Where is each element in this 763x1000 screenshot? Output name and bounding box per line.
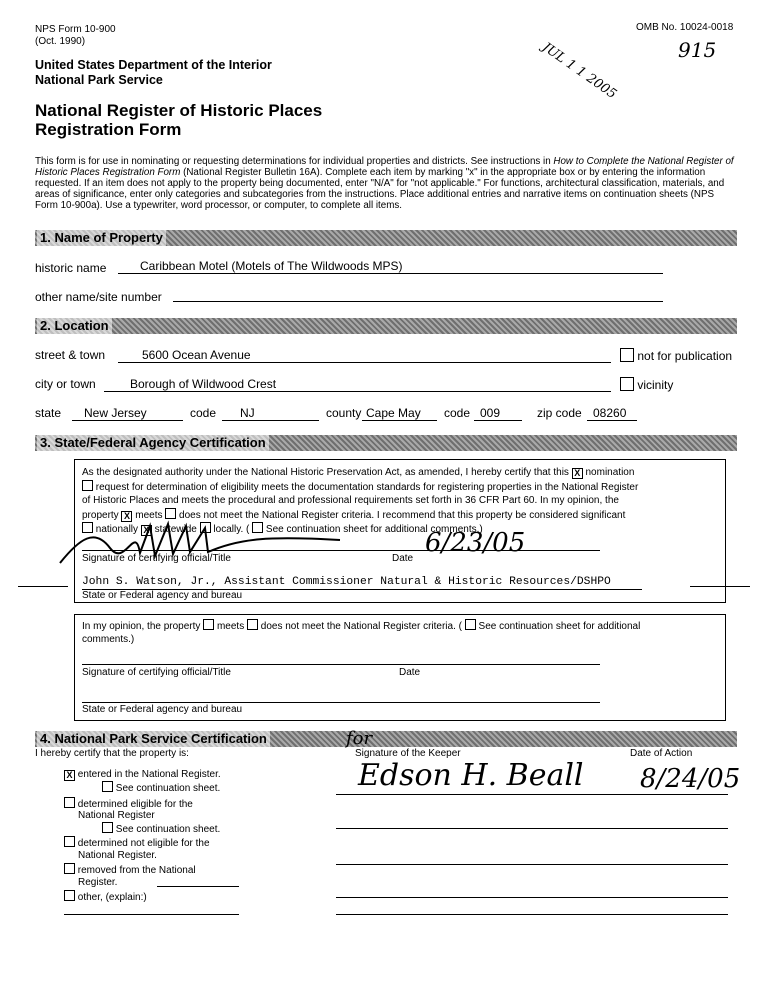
agency: National Park Service (35, 73, 163, 87)
date2-label: Date (399, 667, 421, 678)
keeper-line-3 (336, 864, 728, 865)
department: United States Department of the Interior (35, 58, 272, 72)
for-mark: for (346, 728, 373, 749)
agency2-label: State or Federal agency and bureau (82, 704, 243, 715)
state-label: state (35, 406, 62, 420)
signature-label: Signature of certifying official/Title (82, 553, 231, 564)
county-label: county (326, 406, 362, 420)
street-field[interactable]: 5600 Ocean Avenue (142, 348, 251, 362)
city-label: city or town (35, 377, 96, 391)
handwritten-number: 915 (678, 38, 717, 62)
historic-name-line (118, 273, 663, 274)
action-date: 8/24/05 (640, 764, 741, 794)
nps-options: X entered in the National Register. See continuation sheet. determined eligible for the National Register See continuation sheet. determined not eligible for the National Register. removed from the National Register. other, (explain:) (64, 769, 221, 904)
city-field[interactable]: Borough of Wildwood Crest (130, 377, 277, 391)
request-checkbox[interactable] (82, 480, 93, 491)
eligible-see-checkbox[interactable] (102, 822, 113, 833)
received-stamp: JUL 1 1 2005 (539, 40, 620, 103)
form-date: (Oct. 1990) (35, 36, 86, 47)
section3-bar (35, 435, 737, 451)
county-code-line (474, 420, 522, 421)
page-subtitle: Registration Form (35, 120, 182, 139)
certification-text: As the designated authority under the National Historic Preservation Act, as amended, I hereby certify that this X nomination request for determination of eligibility meets the documentation standards for registering properties in the National Register of Historic Places and meets the procedural and professional requirements set forth in 36 CFR Part 60. In my opinion, the property X meets does not meet the National Register criteria. I recommend that this property be considered significant nationally X statewide locally. ( See continuation sheet for additional comments.) (82, 467, 639, 535)
historic-name-field[interactable]: Caribbean Motel (Motels of The Wildwoods MPS) (140, 259, 403, 273)
state-field[interactable]: New Jersey (84, 406, 147, 420)
removed-checkbox[interactable] (64, 863, 75, 874)
county-code-label: code (444, 406, 471, 420)
opinion-text: In my opinion, the property meets does not meet the National Register criteria. ( See continuation sheet for additional comments.) (82, 621, 641, 645)
section4-bar (35, 731, 737, 747)
vicinity[interactable]: vicinity (620, 377, 673, 392)
zip-field[interactable]: 08260 (593, 406, 627, 420)
code-line (222, 420, 319, 421)
left-rule (18, 586, 68, 587)
official-name: John S. Watson, Jr., Assistant Commissioner Natural & Historic Resources/DSHPO (82, 576, 611, 588)
entered-see-checkbox[interactable] (102, 781, 113, 792)
meets-checkbox[interactable]: X (121, 511, 132, 522)
zip-line (587, 420, 637, 421)
keeper-line-5 (336, 914, 728, 915)
does-not-meet-checkbox[interactable] (165, 508, 176, 519)
not-eligible-checkbox[interactable] (64, 836, 75, 847)
right-rule (690, 586, 750, 587)
street-label: street & town (35, 348, 106, 362)
section1-bar (35, 230, 737, 246)
keeper-line-1 (336, 794, 728, 795)
intro-paragraph: This form is for use in nominating or requesting determinations for individual properties and districts. See instructions in How to Complete the National Register of Historic Places Registration Form (National Register Bulletin 16A). Complete each item by marking "x" in the appropriate box or by entering the information requested. If an item does not apply to the property being documented, enter "N/A" for "not applicable." For functions, architectural classification, materials, and areas of significance, enter only categories and subcategories from the instructions. Place additional entries and narrative items on continuation sheets (NPS Form 10-900a). Use a typewriter, word processor, or computer, to complete all items. (35, 156, 734, 211)
county-line (362, 420, 437, 421)
section1-heading: 1. Name of Property (37, 230, 166, 246)
section2-bar (35, 318, 737, 334)
opinion-see-continuation-checkbox[interactable] (465, 619, 476, 630)
date-value: 6/23/05 (425, 528, 526, 558)
vicinity-checkbox[interactable] (620, 377, 634, 391)
not-for-publication-checkbox[interactable] (620, 348, 634, 362)
opinion-does-not-meet-checkbox[interactable] (247, 619, 258, 630)
action-date-label: Date of Action (630, 748, 693, 759)
historic-name-label: historic name (35, 261, 107, 275)
section4-heading: 4. National Park Service Certification (37, 731, 270, 747)
page-title: National Register of Historic Places (35, 101, 323, 120)
county-code-field[interactable]: 009 (480, 406, 501, 420)
state-line (72, 420, 183, 421)
section2-heading: 2. Location (37, 318, 112, 334)
other-name-line (173, 301, 663, 302)
date-label: Date (392, 553, 414, 564)
other-line (157, 886, 239, 887)
not-for-publication[interactable]: not for publication (620, 348, 732, 363)
section3-heading: 3. State/Federal Agency Certification (37, 435, 269, 451)
certify-text: I hereby certify that the property is: (35, 748, 189, 759)
other-checkbox[interactable] (64, 890, 75, 901)
eligible-checkbox[interactable] (64, 797, 75, 808)
other-name-label: other name/site number (35, 290, 162, 304)
agency-label: State or Federal agency and bureau (82, 590, 243, 601)
keeper-signature: Edson H. Beall (358, 758, 584, 793)
opinion-meets-checkbox[interactable] (203, 619, 214, 630)
nomination-checkbox[interactable]: X (572, 468, 583, 479)
form-number: NPS Form 10-900 (35, 24, 116, 35)
keeper-line-2 (336, 828, 728, 829)
zip-label: zip code (537, 406, 582, 420)
county-field[interactable]: Cape May (366, 406, 421, 420)
agency2-line (82, 702, 600, 703)
omb-number: OMB No. 10024-0018 (636, 22, 734, 33)
signature2-line (82, 664, 600, 665)
signature2-label: Signature of certifying official/Title (82, 667, 231, 678)
entered-checkbox[interactable]: X (64, 770, 75, 781)
explain-line (64, 914, 239, 915)
statewide-checkbox[interactable]: X (141, 525, 152, 536)
keeper-label: Signature of the Keeper (355, 748, 461, 759)
code-label: code (190, 406, 217, 420)
street-line (118, 362, 611, 363)
code-field[interactable]: NJ (240, 406, 255, 420)
keeper-line-4 (336, 897, 728, 898)
city-line (104, 391, 611, 392)
